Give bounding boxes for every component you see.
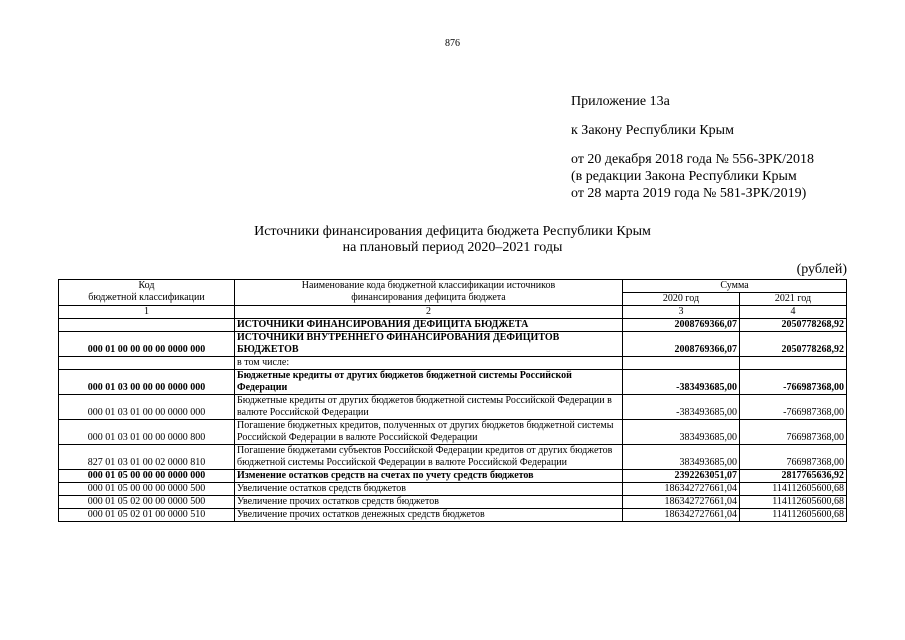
row-code: 000 01 00 00 00 00 0000 000 [59, 332, 235, 357]
table-row [59, 483, 847, 496]
row-value-2021: 114112605600,68 [740, 496, 847, 509]
document-title [0, 224, 905, 256]
appendix-line: (в редакции Закона Республики Крым [571, 169, 797, 184]
table-row [59, 332, 847, 357]
row-value-2021: -766987368,00 [740, 395, 847, 420]
header-year-2021: 2021 год [740, 293, 847, 306]
row-name: Увеличение остатков средств бюджетов [235, 483, 623, 496]
row-code: 000 01 05 00 00 00 0000 500 [59, 483, 235, 496]
row-value-2020: -383493685,00 [623, 395, 740, 420]
row-value-2021: 114112605600,68 [740, 483, 847, 496]
header-sum: Сумма [623, 280, 847, 293]
header-name [235, 280, 623, 306]
appendix-line: от 28 марта 2019 года № 581-ЗРК/2019) [571, 186, 807, 201]
row-code: 000 01 05 02 01 00 0000 510 [59, 509, 235, 522]
appendix-line: к Закону Республики Крым [571, 123, 734, 138]
appendix-line: от 20 декабря 2018 года № 556-ЗРК/2018 [571, 152, 815, 167]
column-number: 3 [623, 306, 740, 319]
row-code [59, 357, 235, 370]
row-name: ИСТОЧНИКИ ФИНАНСИРОВАНИЯ ДЕФИЦИТА БЮДЖЕТА [235, 319, 623, 332]
row-code: 000 01 03 01 00 00 0000 000 [59, 395, 235, 420]
row-value-2020 [623, 357, 740, 370]
row-name: Изменение остатков средств на счетах по учету средств бюджетов [235, 470, 623, 483]
row-value-2021: 2817765636,92 [740, 470, 847, 483]
column-number: 1 [59, 306, 235, 319]
column-number-row [59, 306, 847, 319]
appendix-block [571, 93, 814, 202]
header-year-2020: 2020 год [623, 293, 740, 306]
row-name: Погашение бюджетных кредитов, полученных от других бюджетов бюджетной системы Российской Федерации в валюте Российской Федерации [235, 420, 623, 445]
table-row [59, 395, 847, 420]
row-value-2021: 766987368,00 [740, 420, 847, 445]
header-row [59, 280, 847, 293]
column-number: 4 [740, 306, 847, 319]
row-code: 000 01 03 00 00 00 0000 000 [59, 370, 235, 395]
row-value-2021: -766987368,00 [740, 370, 847, 395]
table-row [59, 357, 847, 370]
table-row [59, 370, 847, 395]
row-value-2020: 2008769366,07 [623, 319, 740, 332]
row-code: 000 01 03 01 00 00 0000 800 [59, 420, 235, 445]
row-value-2021 [740, 357, 847, 370]
table-body [59, 319, 847, 522]
title-line: на плановый период 2020–2021 годы [342, 240, 563, 255]
row-value-2021: 2050778268,92 [740, 332, 847, 357]
row-name: Бюджетные кредиты от других бюджетов бюджетной системы Российской Федерации в валюте Российской Федерации [235, 395, 623, 420]
page-number: 876 [445, 38, 460, 49]
row-name: Увеличение прочих остатков средств бюджетов [235, 496, 623, 509]
table-row [59, 420, 847, 445]
header-name-line1: Наименование кода бюджетной классификации источников [301, 280, 556, 291]
row-value-2021: 766987368,00 [740, 445, 847, 470]
table-row [59, 319, 847, 332]
header-code-line2: бюджетной классификации [88, 292, 205, 303]
row-code [59, 319, 235, 332]
row-value-2020: 383493685,00 [623, 445, 740, 470]
currency-note: (рублей) [796, 262, 847, 277]
table-row [59, 470, 847, 483]
header-code [59, 280, 235, 306]
table-row [59, 445, 847, 470]
row-value-2020: 383493685,00 [623, 420, 740, 445]
column-number: 2 [235, 306, 623, 319]
row-code: 000 01 05 00 00 00 0000 000 [59, 470, 235, 483]
row-name: Бюджетные кредиты от других бюджетов бюджетной системы Российской Федерации [235, 370, 623, 395]
header-code-line1: Код [138, 280, 155, 291]
row-value-2020: 2008769366,07 [623, 332, 740, 357]
row-value-2020: 2392263051,07 [623, 470, 740, 483]
appendix-line: Приложение 13а [571, 94, 670, 109]
row-value-2021: 114112605600,68 [740, 509, 847, 522]
row-name: в том числе: [235, 357, 623, 370]
row-value-2020: 186342727661,04 [623, 509, 740, 522]
row-name: Погашение бюджетами субъектов Российской Федерации кредитов от других бюджетов бюджетной системы Российской Федерации в валюте Российской Федерации [235, 445, 623, 470]
title-line: Источники финансирования дефицита бюджета Республики Крым [254, 224, 651, 239]
table-row [59, 509, 847, 522]
table-row [59, 496, 847, 509]
row-name: ИСТОЧНИКИ ВНУТРЕННЕГО ФИНАНСИРОВАНИЯ ДЕФИЦИТОВ БЮДЖЕТОВ [235, 332, 623, 357]
sources-table [58, 279, 847, 522]
row-value-2020: -383493685,00 [623, 370, 740, 395]
row-code: 000 01 05 02 00 00 0000 500 [59, 496, 235, 509]
row-value-2020: 186342727661,04 [623, 496, 740, 509]
row-value-2021: 2050778268,92 [740, 319, 847, 332]
row-name: Увеличение прочих остатков денежных средств бюджетов [235, 509, 623, 522]
header-name-line2: финансирования дефицита бюджета [351, 292, 506, 303]
row-code: 827 01 03 01 00 02 0000 810 [59, 445, 235, 470]
row-value-2020: 186342727661,04 [623, 483, 740, 496]
